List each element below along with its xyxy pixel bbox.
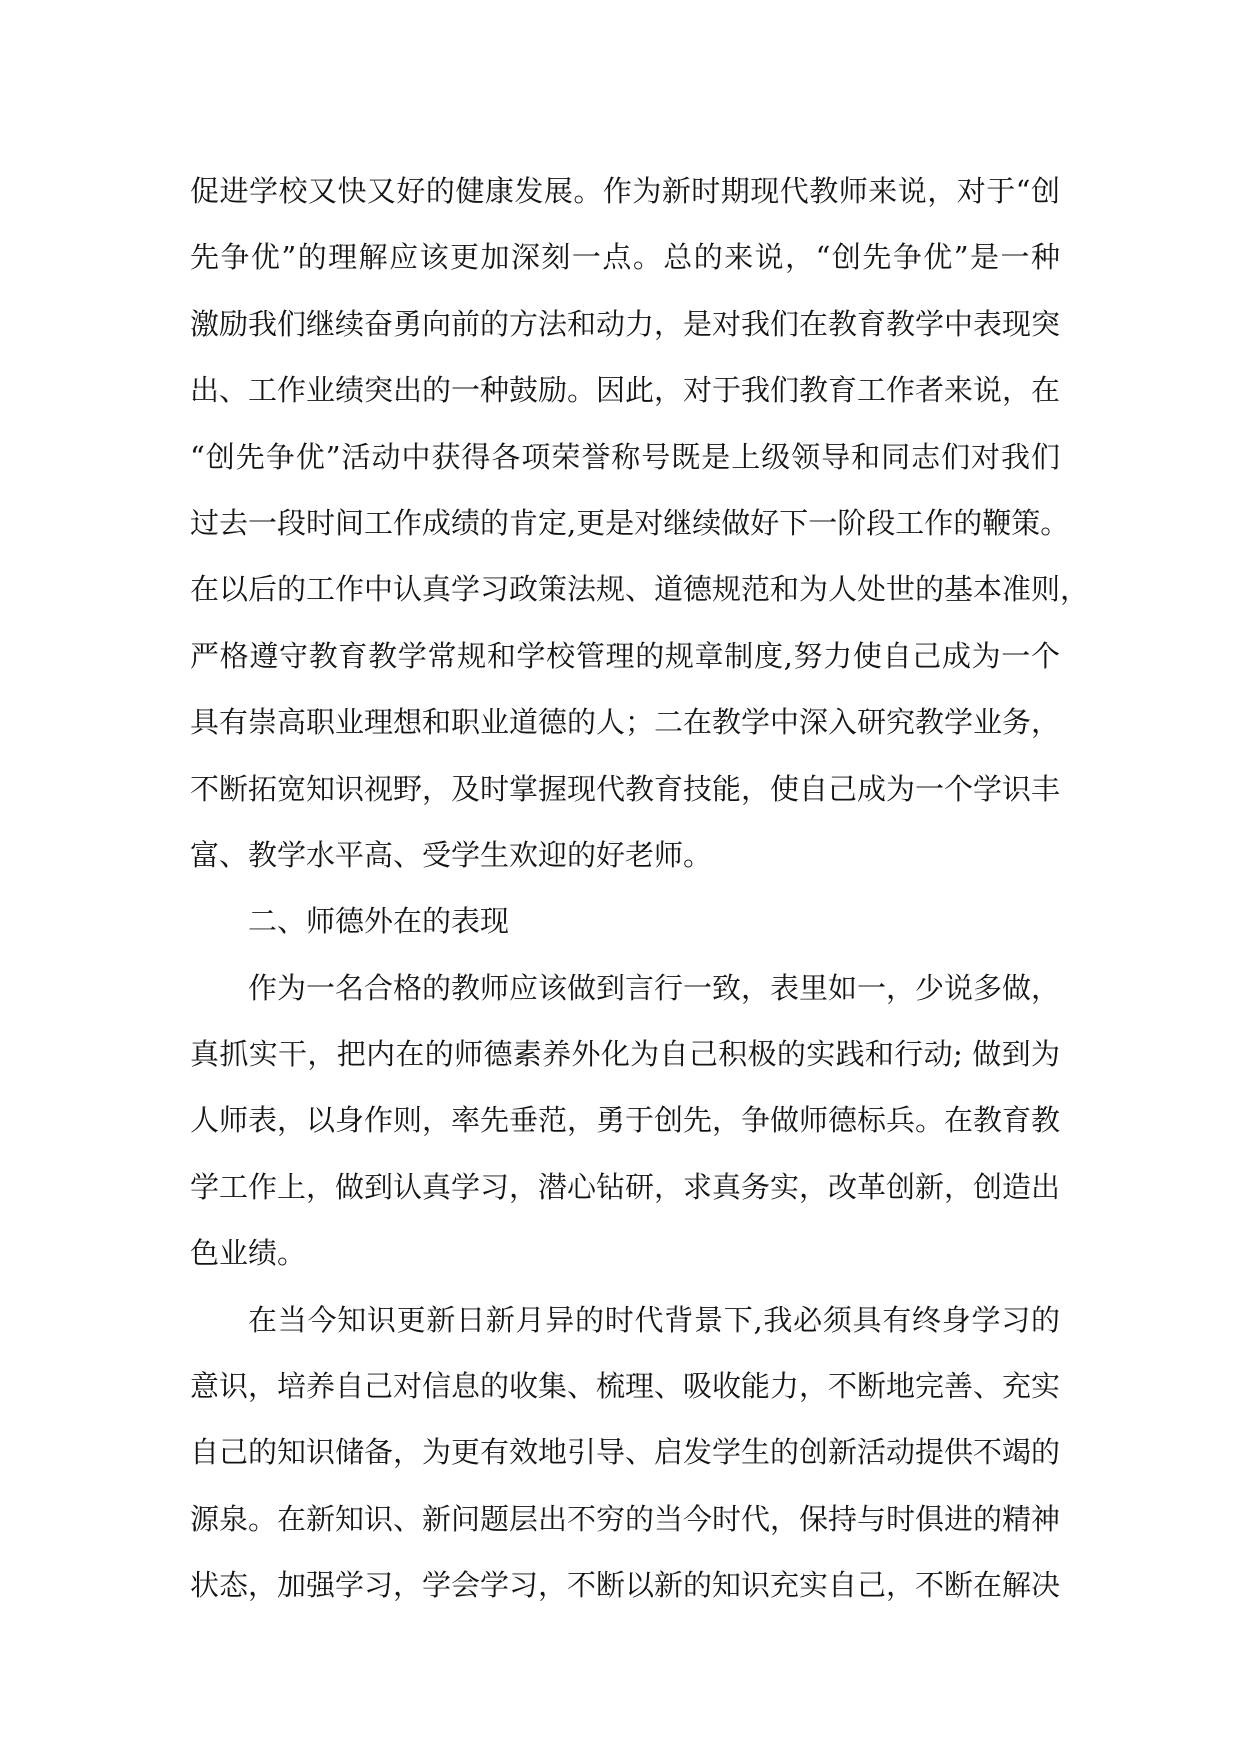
text-line: 意识，培养自己对信息的收集、梳理、吸收能力，不断地完善、充实: [190, 1369, 1061, 1404]
text-line: 自己的知识储备，为更有效地引导、启发学生的创新活动提供不竭的: [190, 1435, 1061, 1470]
paragraph: [190, 955, 1060, 1287]
paragraph: [190, 1287, 1060, 1619]
text-line: 不断拓宽知识视野，及时掌握现代教育技能，使自己成为一个学识丰: [190, 771, 1061, 806]
text-line: 富、教学水平高、受学生欢迎的好老师。: [190, 837, 713, 872]
text-line: 在以后的工作中认真学习政策法规、道德规范和为人处世的基本准则，: [190, 572, 1090, 607]
text-line: 人师表，以身作则，率先垂范，勇于创先，争做师德标兵。在教育教: [190, 1103, 1061, 1138]
text-line: “创先争优”活动中获得各项荣誉称号既是上级领导和同志们对我们: [190, 439, 1060, 474]
heading-line: 二、师德外在的表现: [248, 904, 510, 939]
section-heading: [190, 888, 1060, 954]
text-line: 具有崇高职业理想和职业道德的人；二在教学中深入研究教学业务，: [190, 705, 1061, 740]
text-line: 过去一段时间工作成绩的肯定,更是对继续做好下一阶段工作的鞭策。: [190, 505, 1070, 540]
text-line: 激励我们继续奋勇向前的方法和动力，是对我们在教育教学中表现突: [190, 306, 1061, 341]
document-body: [190, 158, 1090, 1619]
text-line: 真抓实干，把内在的师德素养外化为自己积极的实践和行动; 做到为: [190, 1037, 1060, 1072]
text-line: 状态，加强学习，学会学习，不断以新的知识充实自己，不断在解决: [190, 1568, 1061, 1603]
text-line: 促进学校又快又好的健康发展。作为新时期现代教师来说，对于“创: [190, 174, 1060, 208]
text-line: 在当今知识更新日新月异的时代背景下,我必须具有终身学习的: [248, 1302, 1060, 1337]
text-line: 色业绩。: [190, 1236, 307, 1271]
text-line: 出、工作业绩突出的一种鼓励。因此，对于我们教育工作者来说，在: [190, 373, 1061, 408]
text-line: 学工作上，做到认真学习，潜心钻研，求真务实，改革创新，创造出: [190, 1169, 1061, 1204]
text-line: 先争优”的理解应该更加深刻一点。总的来说，“创先争优”是一种: [190, 240, 1060, 275]
text-line: 严格遵守教育教学常规和学校管理的规章制度,努力使自己成为一个: [190, 638, 1060, 673]
text-line: 源泉。在新知识、新问题层出不穷的当今时代，保持与时俱进的精神: [190, 1501, 1061, 1536]
paragraph: [190, 158, 1090, 888]
text-line: 作为一名合格的教师应该做到言行一致，表里如一，少说多做，: [248, 970, 1061, 1005]
